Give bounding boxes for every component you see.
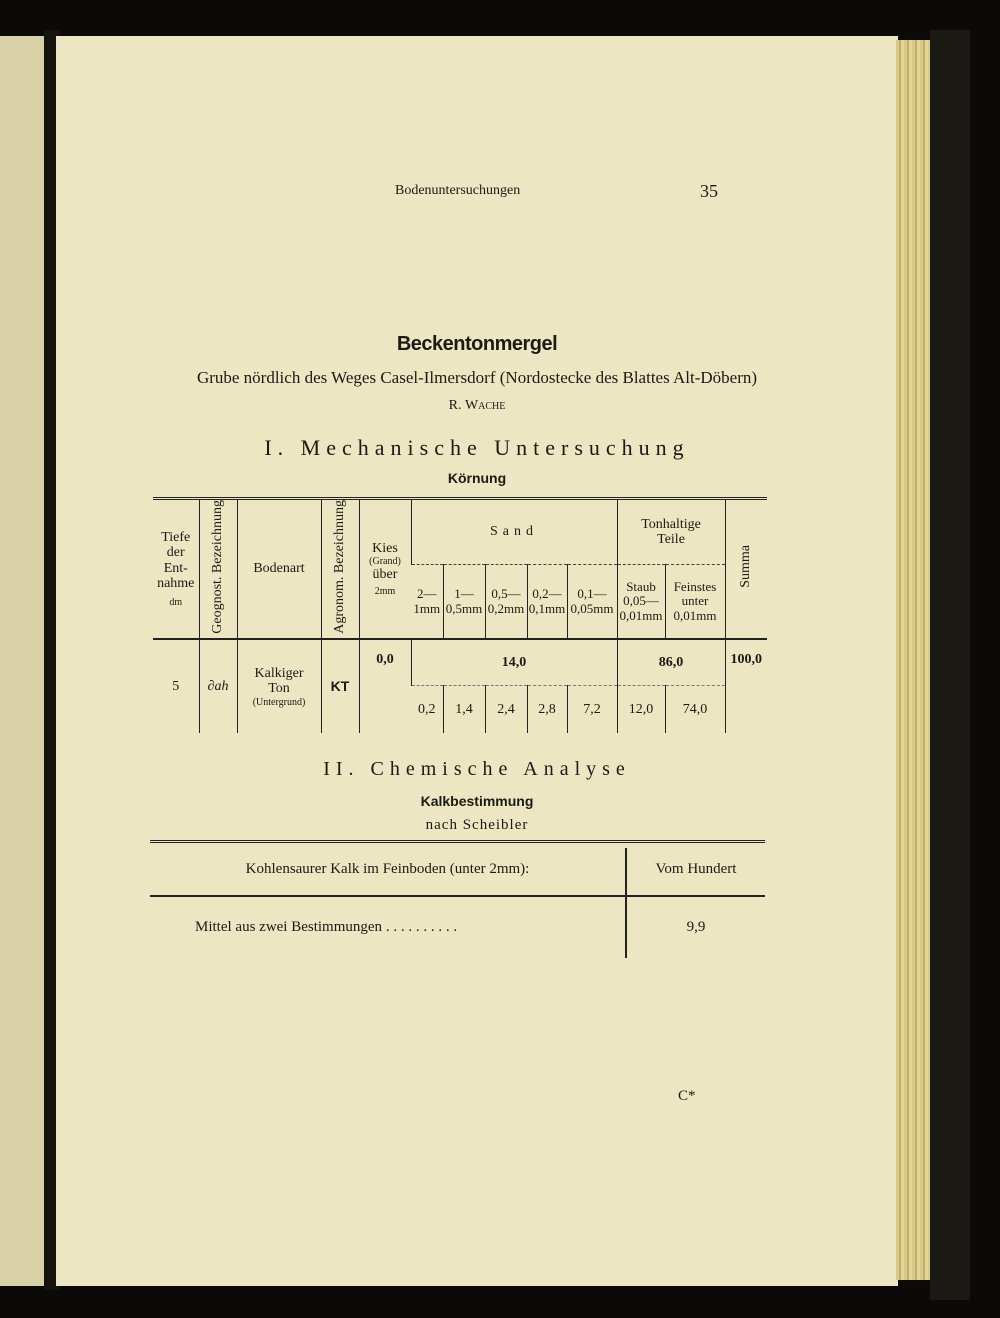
section2-subheading: Kalkbestimmung (420, 793, 534, 809)
header-bodenart: Bodenart (237, 499, 321, 640)
sand-fraction-4: 0,2— 0,1mm (527, 565, 567, 640)
cell-bodenart: Kalkiger Ton (Untergrund) (237, 639, 321, 733)
row-label: Mittel aus zwei Bestimmungen . . . . . . . . . . (195, 919, 458, 935)
sand-fraction-2: 1— 0,5mm (443, 565, 485, 640)
section2-method: nach Scheibler (425, 817, 529, 833)
page-number: 35 (700, 181, 718, 201)
cell-kies: 0,0 (359, 639, 411, 733)
section2-heading: II. Chemische Analyse (323, 758, 631, 780)
table-top-rule (150, 840, 765, 843)
header-sand: Sand (411, 499, 617, 565)
cell-ton-feinstes: 74,0 (665, 685, 725, 733)
subtitle: Grube nördlich des Weges Casel-Ilmersdorf (Nordostecke des Blattes Alt-Döbern) (196, 368, 758, 387)
sand-fraction-1: 2— 1mm (411, 565, 443, 640)
left-page-edge (0, 36, 48, 1286)
cell-sand-2: 1,4 (443, 685, 485, 733)
cell-agronom: KT (321, 639, 359, 733)
running-title: Bodenuntersuchungen (395, 183, 521, 198)
header-geognost: Geognost. Bezeichnung (199, 499, 237, 640)
header-kohlensaurer-kalk: Kohlensaurer Kalk im Feinboden (unter 2mm): (245, 861, 530, 877)
header-summa: Summa (725, 499, 767, 640)
page-title: Beckentonmergel (396, 333, 558, 355)
header-kies: Kies (Grand) über 2mm (359, 499, 411, 640)
cell-summa: 100,0 (725, 639, 767, 733)
mechanical-analysis-table (153, 497, 767, 733)
cell-geognost: ∂ah (199, 639, 237, 733)
section1-subheading: Körnung (447, 470, 507, 486)
ton-fraction-staub: Staub 0,05— 0,01mm (617, 565, 665, 640)
header-agronom: Agronom. Bezeichnung (321, 499, 359, 640)
cell-sand-1: 0,2 (411, 685, 443, 733)
header-tonhaltige: Tonhaltige Teile (617, 499, 725, 565)
page-edges (896, 40, 932, 1280)
book-cover (930, 30, 970, 1300)
author: R. Wache (448, 398, 506, 413)
signature-mark: C* (678, 1088, 696, 1104)
ton-fraction-feinstes: Feinstes unter 0,01mm (665, 565, 725, 640)
cell-sand-total: 14,0 (411, 639, 617, 685)
cell-sand-3: 2,4 (485, 685, 527, 733)
cell-ton-staub: 12,0 (617, 685, 665, 733)
cell-sand-5: 7,2 (567, 685, 617, 733)
cell-tiefe: 5 (153, 639, 199, 733)
table-header-rule (150, 895, 765, 897)
header-tiefe: Tiefe der Ent- nahme dm (153, 499, 199, 640)
header-vom-hundert: Vom Hundert (655, 861, 737, 877)
sand-fraction-3: 0,5— 0,2mm (485, 565, 527, 640)
cell-ton-total: 86,0 (617, 639, 725, 685)
sand-fraction-5: 0,1— 0,05mm (567, 565, 617, 640)
cell-sand-4: 2,8 (527, 685, 567, 733)
row-value: 9,9 (686, 919, 706, 935)
section1-heading: I. Mechanische Untersuchung (264, 435, 690, 460)
